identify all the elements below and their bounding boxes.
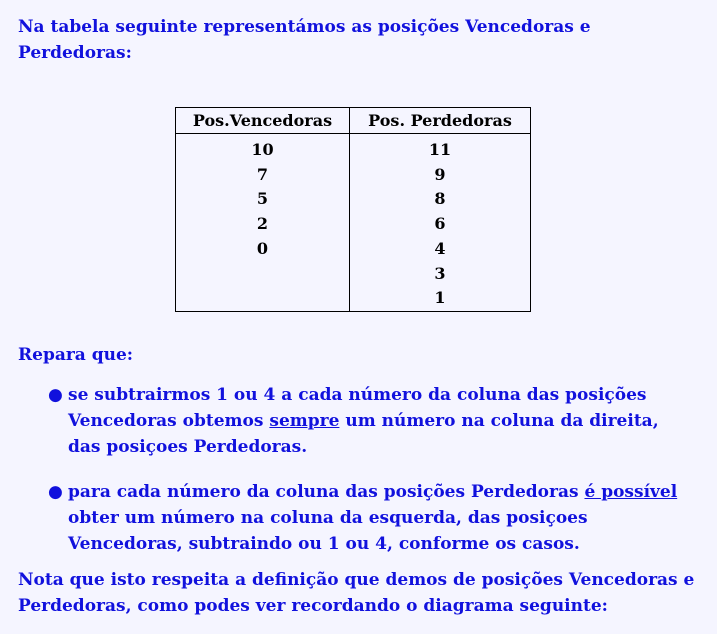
table-row	[176, 237, 531, 262]
bullet-text-before: se subtrairmos 1 ou 4 a cada número da coluna das posições Vencedoras obtemos	[68, 385, 647, 431]
losing-cell: 6	[350, 212, 531, 237]
winning-cell	[176, 262, 350, 287]
losing-cell: 4	[350, 237, 531, 262]
losing-cell: 8	[350, 187, 531, 212]
table-header-row	[176, 108, 531, 134]
losing-cell: 1	[350, 286, 531, 311]
bullet-text-before: para cada número da coluna das posições Perdedoras	[68, 482, 585, 502]
table-row	[176, 262, 531, 287]
losing-cell: 9	[350, 163, 531, 188]
note-paragraph: Nota que isto respeita a definição que demos de posições Vencedoras e Perdedoras, como podes ver recordando o diagrama seguinte:	[18, 570, 695, 616]
header-winning-positions: Pos.Vencedoras	[176, 108, 350, 134]
losing-cell: 11	[350, 134, 531, 163]
bullet-text-after: um número na coluna da direita, das posiçoes Perdedoras.	[68, 411, 659, 457]
header-losing-positions: Pos. Perdedoras	[350, 108, 531, 134]
winning-cell: 0	[176, 237, 350, 262]
list-item	[48, 382, 688, 460]
repara-heading: Repara que:	[18, 345, 134, 365]
table-row	[176, 163, 531, 188]
table-row	[176, 187, 531, 212]
winning-cell	[176, 286, 350, 311]
bullet-icon: ●	[48, 482, 63, 502]
bullet-text-after: obter um número na coluna da esquerda, das posiçoes Vencedoras, subtraindo ou 1 ou 4, conforme os casos.	[68, 508, 588, 554]
losing-cell: 3	[350, 262, 531, 287]
table-row	[176, 286, 531, 311]
observation-list	[48, 382, 688, 576]
emphasis-underlined: sempre	[269, 411, 340, 431]
positions-table	[175, 107, 531, 312]
emphasis-underlined: é possível	[584, 482, 678, 502]
winning-cell: 7	[176, 163, 350, 188]
table-row	[176, 134, 531, 163]
bullet-icon: ●	[48, 385, 63, 405]
winning-cell: 5	[176, 187, 350, 212]
list-item	[48, 479, 688, 557]
table-row	[176, 212, 531, 237]
intro-paragraph: Na tabela seguinte representámos as posições Vencedoras e Perdedoras:	[18, 17, 591, 63]
winning-cell: 2	[176, 212, 350, 237]
winning-cell: 10	[176, 134, 350, 163]
